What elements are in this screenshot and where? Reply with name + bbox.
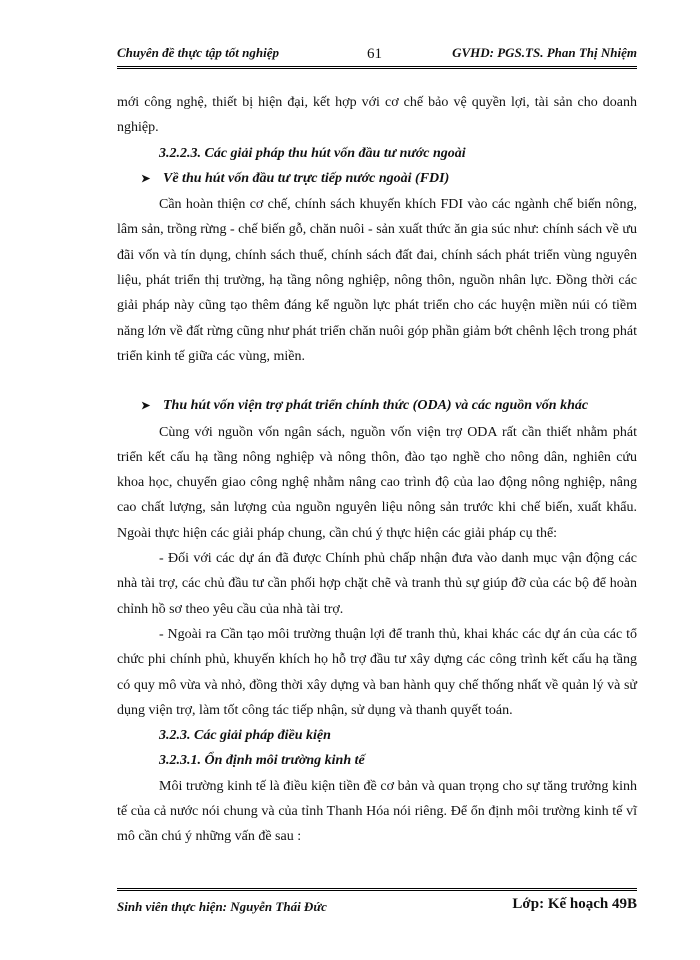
document-body: [117, 90, 637, 850]
page-number: 61: [367, 46, 382, 62]
paragraph: Môi trường kinh tế là điều kiện tiền đề cơ bản và quan trọng cho sự tăng trưởng kinh tế của cả nước nói chung và của tỉnh Thanh Hóa nói riêng. Để ổn định môi trường kinh tế vĩ mô cần chú ý những vấn đề sau :: [117, 778, 637, 845]
page-header: [117, 42, 637, 69]
bullet-heading: [117, 166, 637, 192]
arrow-bullet-icon: ➤: [141, 400, 151, 413]
header-supervisor: GVHD: PGS.TS. Phan Thị Nhiệm: [452, 45, 637, 60]
paragraph: - Ngoài ra Cần tạo môi trường thuận lợi để tranh thủ, khai khác các dự án của các tổ chức phi chính phủ, khuyến khích họ hỗ trợ đầu tư xây dựng các công trình kết cấu hạ tầng có quy mô vừa và nhỏ, đồng thời xây dựng và ban hành quy chế thống nhất về quản lý và sử dụng viện trợ, làm tốt công tác tiếp nhận, sử dụng và thanh quyết toán.: [117, 626, 637, 718]
paragraph: Cùng với nguồn vốn ngân sách, nguồn vốn viện trợ ODA rất cần thiết nhằm phát triển kết cấu hạ tầng nông nghiệp và nông thôn, đào tạo nghề cho nông dân, nghiên cứu khoa học, chuyển giao công nghệ nhằm nâng cao trình độ của lao động nông nghiệp, nâng cao chất lượng, sản lượng của nguồn nguyên liệu nông sản trước khi chế biến, xuất khẩu. Ngoài thực hiện các giải pháp chung, cần chú ý thực hiện các giải pháp cụ thể:: [117, 424, 637, 541]
header-document-title: Chuyên đề thực tập tốt nghiệp: [117, 45, 279, 60]
bullet-heading-text: Thu hút vốn viện trợ phát triển chính thức (ODA) và các nguồn vốn khác: [163, 398, 589, 414]
paragraph: - Đối với các dự án đã được Chính phủ chấp nhận đưa vào danh mục vận động các nhà tài trợ, các chủ đầu tư cần phối hợp chặt chẽ và tranh thủ sự giúp đỡ của các bộ để hoàn chỉnh hồ sơ theo yêu cầu của nhà tài trợ.: [117, 551, 637, 617]
footer-author: Sinh viên thực hiện: Nguyễn Thái Đức: [117, 899, 327, 914]
subsection-heading: 3.2.3.1. Ổn định môi trường kinh tế: [159, 753, 365, 769]
bullet-heading-text: Về thu hút vốn đầu tư trực tiếp nước ngoài (FDI): [163, 170, 450, 186]
bullet-heading: [117, 393, 637, 419]
paragraph: mới công nghệ, thiết bị hiện đại, kết hợp với cơ chế bảo vệ quyền lợi, tài sản cho doanh nghiệp.: [117, 95, 637, 136]
arrow-bullet-icon: ➤: [141, 172, 151, 185]
spacer: [117, 369, 637, 393]
page-footer: [117, 888, 637, 925]
section-heading: 3.2.2.3. Các giải pháp thu hút vốn đầu tư nước ngoài: [159, 145, 466, 161]
footer-class: Lớp: Kế hoạch 49B: [512, 896, 637, 912]
paragraph: Cần hoàn thiện cơ chế, chính sách khuyến khích FDI vào các ngành chế biến nông, lâm sản, trồng rừng - chế biến gỗ, chăn nuôi - sản xuất thức ăn gia súc như: chính sách về ưu đãi vốn và tín dụng, chính sách thuế, chính sách đất đai, chính sách phát triển vùng nguyên liệu, phát triển thị trường, hạ tầng nông nghiệp, nông thôn, nguồn nhân lực. Đồng thời các giải pháp này cũng tạo thêm đáng kể nguồn lực phát triển cho các huyện miền núi có tiềm năng lớn về đất rừng cũng như phát triển chăn nuôi góp phần giảm bớt chênh lệch trong phát triển kinh tế giữa các vùng, miền.: [117, 197, 637, 364]
section-heading: 3.2.3. Các giải pháp điều kiện: [159, 728, 331, 744]
